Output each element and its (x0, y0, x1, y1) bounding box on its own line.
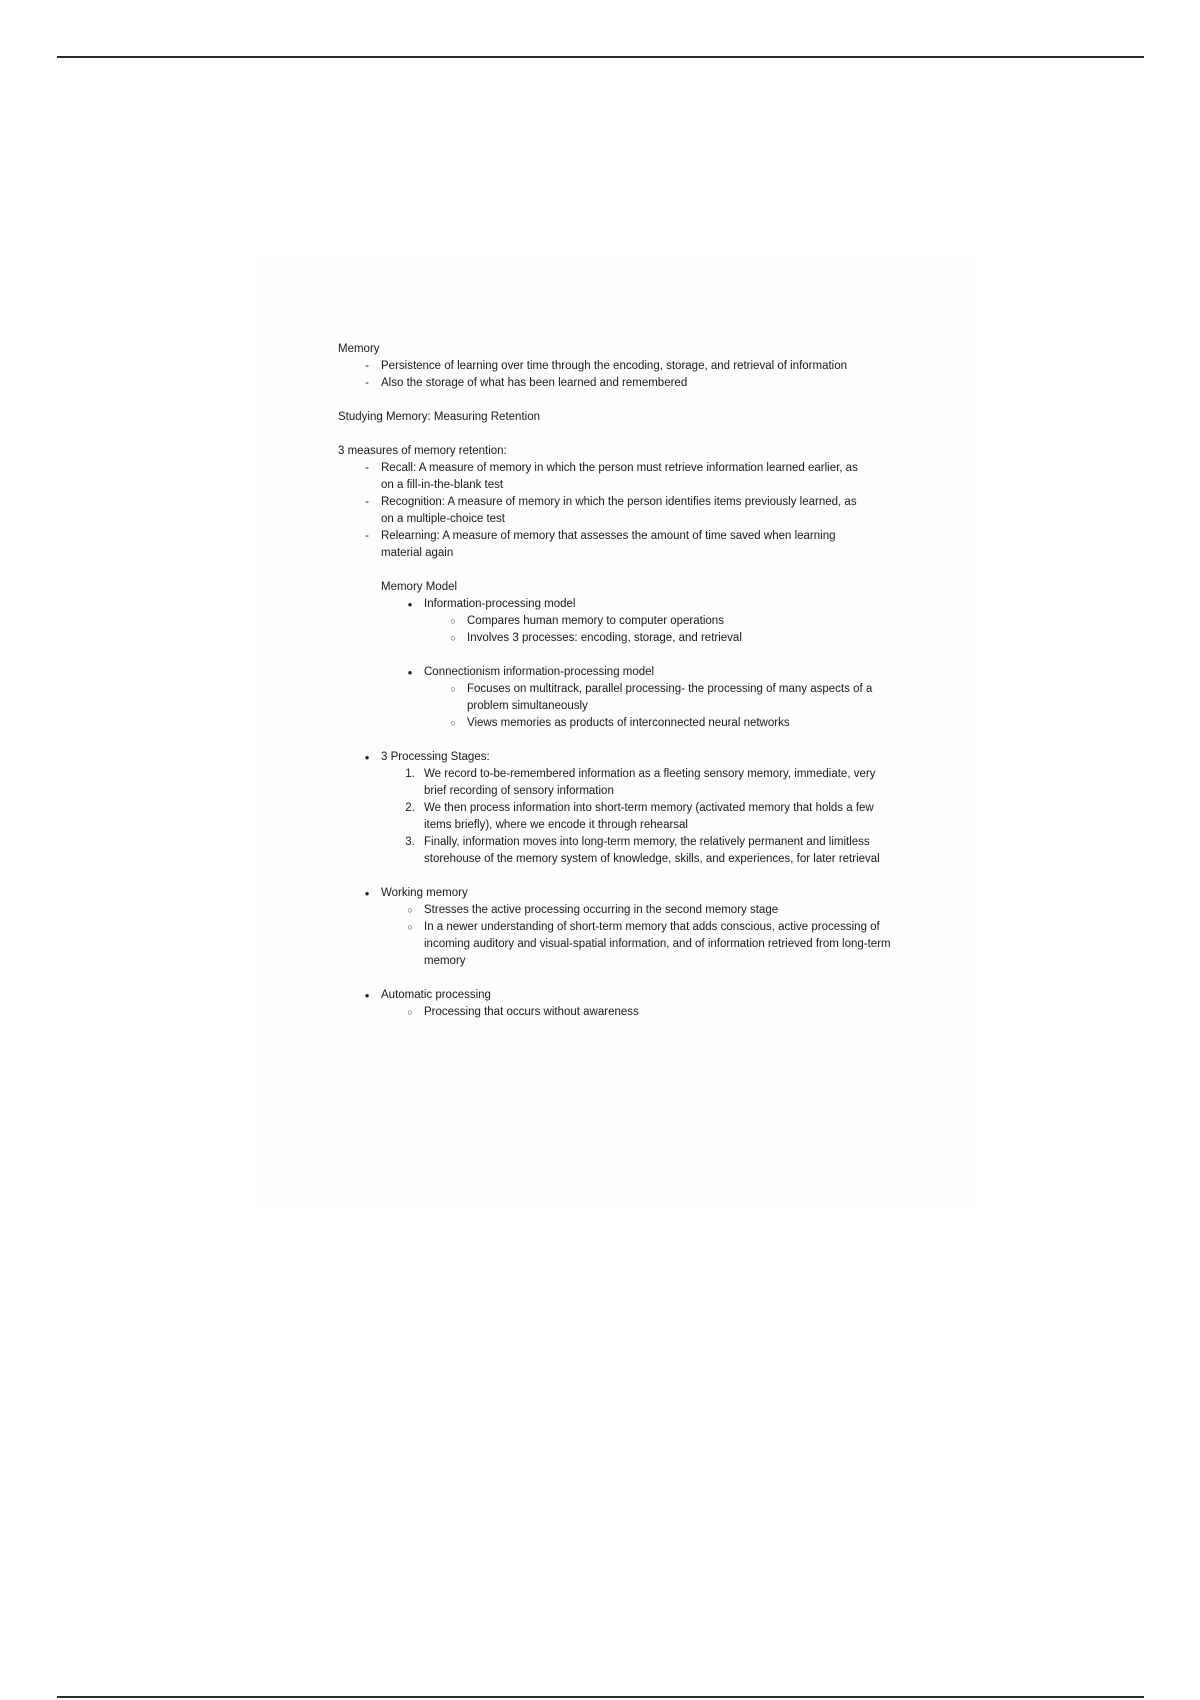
memory-points-list (338, 358, 898, 392)
info-processing-label (338, 596, 898, 613)
list-item-text: Persistence of learning over time through the encoding, storage, and retrieval of information (381, 360, 848, 372)
list-item-text: Views memories as products of interconnected neural networks (467, 717, 790, 729)
measures-intro: 3 measures of memory retention: (338, 445, 507, 457)
info-processing-item (338, 613, 898, 630)
list-marker (357, 494, 377, 511)
list-item-text: Compares human memory to computer operations (467, 615, 724, 627)
measures-list (338, 460, 898, 562)
list-item-text: Recall: A measure of memory in which the person must retrieve information learned earlier, as on a fill-in-the-blank test (381, 462, 858, 491)
title-memory: Memory (338, 343, 380, 355)
list-marker (357, 358, 377, 375)
list-marker (357, 528, 377, 545)
section-heading: Studying Memory: Measuring Retention (338, 411, 540, 423)
processing-stages-label (338, 749, 898, 766)
working-memory-item (338, 919, 898, 970)
list-item-text: Recognition: A measure of memory in which the person identifies items previously learned, as on a multiple-choice test (381, 496, 857, 525)
list-item-text: Involves 3 processes: encoding, storage, and retrieval (467, 632, 742, 644)
connectionism-label (338, 664, 898, 681)
list-marker (357, 460, 377, 477)
list-marker (400, 1004, 420, 1021)
list-item-text: Finally, information moves into long-term memory, the relatively permanent and limitless storehouse of the memory system of knowledge, skills, and experiences, for later retrieval (424, 836, 880, 865)
automatic-processing-item (338, 1004, 898, 1021)
list-marker (443, 681, 463, 698)
connectionism-item (338, 681, 898, 715)
list-item-text: Automatic processing (381, 989, 491, 1001)
model2-block (338, 664, 898, 732)
working-memory-block (338, 885, 898, 970)
list-marker (443, 715, 463, 732)
list-item-text: We then process information into short-term memory (activated memory that holds a few items briefly), where we encode it through rehearsal (424, 802, 874, 831)
list-marker: 2. (405, 802, 415, 814)
info-processing-item (338, 630, 898, 647)
notes-content (338, 341, 898, 1021)
list-marker (443, 613, 463, 630)
list-item-text: 3 Processing Stages: (381, 751, 490, 763)
list-item-text: We record to-be-remembered information as a fleeting sensory memory, immediate, very brief recording of sensory information (424, 768, 876, 797)
model1-block (338, 596, 898, 647)
automatic-processing-block (338, 987, 898, 1021)
list-item-text: Information-processing model (424, 598, 576, 610)
processing-stages-item (338, 800, 898, 834)
memory-model-heading: Memory Model (381, 581, 458, 593)
working-memory-item (338, 902, 898, 919)
measure-item (338, 494, 898, 528)
measure-item (338, 460, 898, 494)
list-marker (400, 919, 420, 936)
automatic-processing-label (338, 987, 898, 1004)
bottom-rule (57, 1696, 1144, 1698)
memory-point (338, 375, 898, 392)
list-item-text: Stresses the active processing occurring in the second memory stage (424, 904, 779, 916)
list-item-text: Processing that occurs without awareness (424, 1006, 639, 1018)
working-memory-label (338, 885, 898, 902)
list-item-text: Connectionism information-processing model (424, 666, 655, 678)
list-marker (443, 630, 463, 647)
processing-stages-item (338, 766, 898, 800)
list-item-text: In a newer understanding of short-term memory that adds conscious, active processing of incoming auditory and visual-spatial information, and of information retrieved from long-term memory (424, 921, 891, 967)
connectionism-item (338, 715, 898, 732)
stages-block (338, 749, 898, 868)
memory-point (338, 358, 898, 375)
list-item-text: Focuses on multitrack, parallel processing- the processing of many aspects of a problem simultaneously (467, 683, 873, 712)
processing-stages-item (338, 834, 898, 868)
list-item-text: Relearning: A measure of memory that assesses the amount of time saved when learning material again (381, 530, 836, 559)
list-item-text: Also the storage of what has been learned and remembered (381, 377, 688, 389)
top-rule (57, 56, 1144, 58)
list-marker (400, 902, 420, 919)
list-marker: 3. (405, 836, 415, 848)
list-marker: 1. (405, 768, 415, 780)
list-item-text: Working memory (381, 887, 468, 899)
measure-item (338, 528, 898, 562)
list-marker (357, 375, 377, 392)
